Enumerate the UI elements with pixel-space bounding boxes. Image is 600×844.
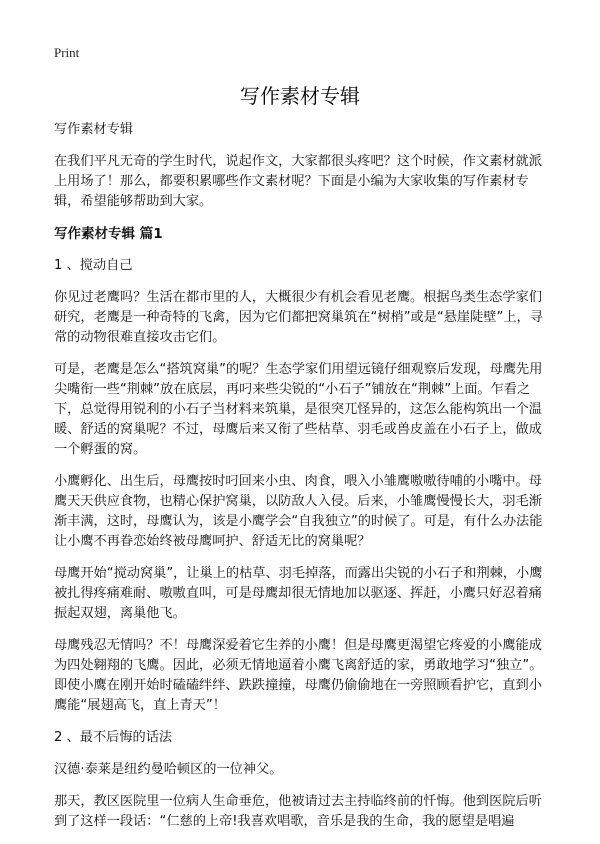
part-title-1: 1 、搅动自己 [54, 258, 133, 273]
intro-paragraph: 在我们平凡无奇的学生时代，说起作文，大家都很头疼吧？这个时候，作文素材就派上用场了！那么，都要积累哪些作文素材呢？下面是小编为大家收集的写作素材专辑，希望能够帮助到大家。 [54, 154, 542, 209]
section-heading: 写作素材专辑 篇1 [54, 226, 163, 242]
paragraph: 你见过老鹰吗？生活在都市里的人，大概很少有机会看见老鹰。根据鸟类生态学家们研究，老鹰是一种奇特的飞禽，因为它们都把窝巢筑在“树梢”或是“悬崖陡壁”上，寻常的动物很难直接攻击它们。 [54, 290, 543, 345]
paragraph: 小鹰孵化、出生后，母鹰按时叼回来小虫、肉食，喂入小雏鹰嗷嗷待哺的小嘴中。母鹰天天供应食物，也精心保护窝巢，以防敌人入侵。后来，小雏鹰慢慢长大，羽毛渐渐丰满，这时，母鹰认为，该是小鹰学会“自我独立”的时候了。可是，有什么办法能让小鹰不再眷恋始终被母鹰呵护、舒适无比的窝巢呢？ [54, 474, 543, 549]
print-link[interactable]: Print [54, 45, 80, 60]
article-body [54, 120, 550, 844]
paragraph: 母鹰开始“搅动窝巢”，让巢上的枯草、羽毛掉落，而露出尖锐的小石子和荆棘，小鹰被扎得疼痛难耐、嗷嗷直叫，可是母鹰却很无情地加以驱逐、挥赶，小鹰只好忍着痛振起双翅，离巢他飞。 [54, 566, 543, 621]
paragraph: 那天，教区医院里一位病人生命垂危，他被请过去主持临终前的忏悔。他到医院后听到了这样一段话：“仁慈的上帝!我喜欢唱歌，音乐是我的生命，我的愿望是唱遍 [54, 794, 542, 829]
paragraph: 可是，老鹰是怎么“搭筑窝巢”的呢？生态学家们用望远镜仔细观察后发现，母鹰先用尖嘴衔一些“荆棘”放在底层，再叼来些尖锐的“小石子”铺放在“荆棘”上面。乍看之下，总觉得用锐利的小石子当材料来筑巢，是很突兀怪异的，这怎么能构筑出一个温暖、舒适的窝巢呢？不过，母鹰后来又衔了些枯草、羽毛或兽皮盖在小石子上，做成一个孵蛋的窝。 [54, 362, 543, 457]
paragraph: 母鹰残忍无情吗？不！母鹰深爱着它生养的小鹰！但是母鹰更渴望它疼爱的小鹰能成为四处翱翔的飞鹰。因此，必须无情地逼着小鹰飞离舒适的家，勇敢地学习“独立”。即使小鹰在刚开始时磕磕绊绊、跌跌撞撞，母鹰仍偷偷地在一旁照顾看护它，直到小鹰能“展翅高飞，直上青天”！ [54, 638, 543, 713]
page-title: 写作素材专辑 [240, 84, 360, 108]
part-title-2: 2 、最不后悔的话法 [54, 730, 173, 745]
paragraph: 汉德·泰莱是纽约曼哈顿区的一位神父。 [54, 762, 283, 777]
subtitle: 写作素材专辑 [54, 122, 134, 137]
